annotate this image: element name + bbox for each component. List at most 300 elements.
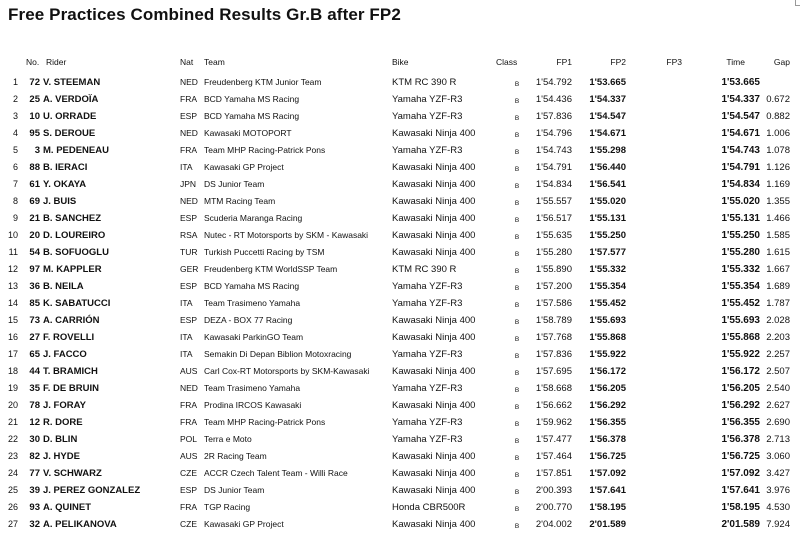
cell-cls: B bbox=[514, 251, 520, 258]
cell-fp1: 1'54.436 bbox=[535, 94, 572, 105]
cell-cls: B bbox=[514, 149, 520, 156]
cell-no: 12 bbox=[29, 417, 40, 428]
cell-team: Team MHP Racing-Patrick Pons bbox=[204, 145, 326, 155]
cell-fp1: 1'58.668 bbox=[535, 383, 572, 394]
cell-nat: ITA bbox=[180, 162, 193, 172]
cell-team: Kawasaki MOTOPORT bbox=[204, 128, 292, 138]
cell-cls: B bbox=[514, 404, 520, 411]
cell-bike: Yamaha YZF-R3 bbox=[392, 298, 463, 309]
cell-team: Kawasaki GP Project bbox=[204, 162, 284, 172]
cell-nat: NED bbox=[180, 77, 198, 87]
cell-nat: ESP bbox=[180, 281, 198, 291]
cell-gap: 1.667 bbox=[766, 264, 790, 275]
cell-time: 1'55.131 bbox=[721, 213, 760, 224]
cell-fp1: 1'59.962 bbox=[535, 417, 572, 428]
cell-cls: B bbox=[514, 319, 520, 326]
cell-fp2: 1'55.131 bbox=[589, 213, 626, 224]
table-row bbox=[0, 414, 800, 431]
cell-fp2: 1'55.452 bbox=[589, 298, 626, 309]
cell-no: 65 bbox=[29, 349, 40, 360]
cell-no: 82 bbox=[29, 451, 40, 462]
cell-fp1: 1'56.662 bbox=[535, 400, 572, 411]
cell-team: Team MHP Racing-Patrick Pons bbox=[204, 417, 326, 427]
cell-cls: B bbox=[514, 353, 520, 360]
cell-time: 1'55.693 bbox=[721, 315, 760, 326]
cell-fp2: 2'01.589 bbox=[589, 519, 626, 530]
cell-cls: B bbox=[514, 166, 520, 173]
cell-fp1: 1'54.743 bbox=[535, 145, 572, 156]
cell-cls: B bbox=[514, 234, 520, 241]
cell-fp1: 1'54.834 bbox=[535, 179, 572, 190]
cell-cls: B bbox=[514, 489, 520, 496]
cell-bike: KTM RC 390 R bbox=[392, 77, 457, 88]
cell-nat: FRA bbox=[180, 145, 197, 155]
cell-gap: 1.585 bbox=[766, 230, 790, 241]
cell-nat: TUR bbox=[180, 247, 198, 257]
cell-fp2: 1'55.250 bbox=[589, 230, 626, 241]
cell-rider: J. PEREZ GONZALEZ bbox=[43, 485, 141, 496]
cell-no: 95 bbox=[29, 128, 40, 139]
table-row bbox=[0, 227, 800, 244]
cell-pos: 7 bbox=[12, 179, 18, 189]
header-nat: Nat bbox=[180, 57, 194, 67]
cell-cls: B bbox=[514, 523, 520, 530]
cell-fp2: 1'55.922 bbox=[589, 349, 626, 360]
cell-fp1: 1'55.635 bbox=[535, 230, 572, 241]
cell-no: 77 bbox=[29, 468, 40, 479]
cell-cls: B bbox=[514, 370, 520, 377]
cell-no: 97 bbox=[29, 264, 40, 275]
cell-cls: B bbox=[514, 115, 520, 122]
cell-team: Carl Cox-RT Motorsports by SKM-Kawasaki bbox=[204, 366, 370, 376]
cell-time: 1'54.671 bbox=[721, 128, 760, 139]
header-rider: Rider bbox=[46, 57, 67, 67]
cell-gap: 2.690 bbox=[766, 417, 790, 428]
cell-rider: A. QUINET bbox=[43, 502, 92, 513]
header-fp2: FP2 bbox=[610, 57, 626, 67]
cell-rider: B. SANCHEZ bbox=[43, 213, 102, 224]
cell-time: 1'54.547 bbox=[721, 111, 760, 122]
cell-time: 2'01.589 bbox=[721, 519, 760, 530]
cell-fp2: 1'57.641 bbox=[589, 485, 626, 496]
table-row bbox=[0, 74, 800, 91]
cell-nat: FRA bbox=[180, 502, 197, 512]
cell-rider: D. BLIN bbox=[43, 434, 78, 445]
cell-pos: 14 bbox=[7, 298, 18, 308]
cell-gap: 3.427 bbox=[766, 468, 790, 479]
cell-bike: Kawasaki Ninja 400 bbox=[392, 315, 476, 326]
cell-bike: Kawasaki Ninja 400 bbox=[392, 179, 476, 190]
cell-team: Prodina IRCOS Kawasaki bbox=[204, 400, 302, 410]
cell-bike: Kawasaki Ninja 400 bbox=[392, 247, 476, 258]
cell-pos: 5 bbox=[12, 145, 18, 155]
cell-fp1: 1'57.200 bbox=[535, 281, 572, 292]
cell-gap: 2.540 bbox=[766, 383, 790, 394]
cell-pos: 22 bbox=[7, 434, 18, 444]
cell-nat: FRA bbox=[180, 417, 197, 427]
cell-no: 36 bbox=[29, 281, 40, 292]
cell-pos: 10 bbox=[7, 230, 18, 240]
cell-bike: Yamaha YZF-R3 bbox=[392, 434, 463, 445]
cell-nat: NED bbox=[180, 128, 198, 138]
cell-pos: 11 bbox=[8, 247, 18, 257]
cell-fp1: 1'55.280 bbox=[535, 247, 572, 258]
cell-pos: 12 bbox=[7, 264, 18, 274]
cell-time: 1'56.725 bbox=[721, 451, 760, 462]
cell-gap: 1.355 bbox=[766, 196, 790, 207]
table-row bbox=[0, 363, 800, 380]
cell-nat: ESP bbox=[180, 213, 198, 223]
table-row bbox=[0, 516, 800, 533]
cell-bike: Kawasaki Ninja 400 bbox=[392, 128, 476, 139]
cell-cls: B bbox=[514, 132, 520, 139]
cell-nat: GER bbox=[180, 264, 199, 274]
results-table bbox=[0, 74, 800, 533]
cell-nat: CZE bbox=[180, 519, 197, 529]
cell-fp1: 1'55.557 bbox=[535, 196, 572, 207]
cell-cls: B bbox=[514, 268, 520, 275]
cell-time: 1'54.337 bbox=[721, 94, 760, 105]
cell-fp2: 1'55.693 bbox=[589, 315, 626, 326]
cell-team: BCD Yamaha MS Racing bbox=[204, 111, 300, 121]
corner-mark bbox=[795, 0, 800, 6]
cell-team: MTM Racing Team bbox=[204, 196, 276, 206]
header-gap: Gap bbox=[773, 57, 790, 67]
cell-fp2: 1'55.868 bbox=[589, 332, 626, 343]
cell-rider: J. FORAY bbox=[43, 400, 86, 411]
cell-bike: Yamaha YZF-R3 bbox=[392, 383, 463, 394]
cell-nat: FRA bbox=[180, 400, 197, 410]
cell-nat: JPN bbox=[180, 179, 197, 189]
table-row bbox=[0, 176, 800, 193]
cell-team: Kawasaki GP Project bbox=[204, 519, 284, 529]
cell-time: 1'55.332 bbox=[721, 264, 760, 275]
cell-rider: U. ORRADE bbox=[43, 111, 97, 122]
cell-no: 32 bbox=[29, 519, 40, 530]
cell-pos: 15 bbox=[7, 315, 18, 325]
cell-team: Freudenberg KTM WorldSSP Team bbox=[204, 264, 338, 274]
cell-fp1: 1'57.586 bbox=[535, 298, 572, 309]
cell-nat: ITA bbox=[180, 332, 193, 342]
cell-no: 44 bbox=[29, 366, 40, 377]
cell-fp1: 1'57.851 bbox=[535, 468, 572, 479]
cell-cls: B bbox=[514, 455, 520, 462]
cell-no: 54 bbox=[29, 247, 40, 258]
cell-fp1: 1'54.791 bbox=[535, 162, 572, 173]
cell-cls: B bbox=[514, 421, 520, 428]
cell-rider: R. DORE bbox=[43, 417, 83, 428]
cell-gap: 2.203 bbox=[766, 332, 790, 343]
cell-bike: Kawasaki Ninja 400 bbox=[392, 451, 476, 462]
cell-pos: 21 bbox=[7, 417, 18, 427]
cell-no: 88 bbox=[29, 162, 40, 173]
cell-time: 1'54.743 bbox=[721, 145, 760, 156]
cell-fp2: 1'55.298 bbox=[589, 145, 626, 156]
cell-fp1: 1'57.695 bbox=[535, 366, 572, 377]
cell-team: BCD Yamaha MS Racing bbox=[204, 94, 300, 104]
cell-pos: 3 bbox=[12, 111, 18, 121]
cell-no: 85 bbox=[29, 298, 40, 309]
cell-pos: 19 bbox=[7, 383, 18, 393]
cell-bike: Kawasaki Ninja 400 bbox=[392, 400, 476, 411]
cell-gap: 4.530 bbox=[766, 502, 790, 513]
cell-team: Team Trasimeno Yamaha bbox=[204, 298, 301, 308]
cell-no: 30 bbox=[29, 434, 40, 445]
cell-rider: S. DEROUE bbox=[43, 128, 96, 139]
cell-fp2: 1'54.671 bbox=[589, 128, 626, 139]
cell-rider: Y. OKAYA bbox=[43, 179, 87, 190]
cell-bike: Kawasaki Ninja 400 bbox=[392, 366, 476, 377]
header-no: No. bbox=[26, 57, 40, 67]
cell-no: 61 bbox=[29, 179, 40, 190]
cell-fp1: 1'57.464 bbox=[535, 451, 572, 462]
cell-bike: Yamaha YZF-R3 bbox=[392, 145, 463, 156]
cell-cls: B bbox=[514, 438, 520, 445]
cell-rider: J. BUIS bbox=[43, 196, 77, 207]
cell-gap: 1.689 bbox=[766, 281, 790, 292]
cell-time: 1'55.280 bbox=[721, 247, 760, 258]
cell-rider: B. IERACI bbox=[43, 162, 88, 173]
cell-time: 1'55.868 bbox=[721, 332, 760, 343]
cell-no: 20 bbox=[29, 230, 40, 241]
cell-cls: B bbox=[514, 285, 520, 292]
cell-bike: Honda CBR500R bbox=[392, 502, 466, 513]
cell-fp1: 1'57.768 bbox=[535, 332, 572, 343]
cell-nat: ESP bbox=[180, 315, 198, 325]
header-fp1: FP1 bbox=[556, 57, 572, 67]
cell-no: 3 bbox=[34, 145, 40, 156]
cell-fp1: 1'58.789 bbox=[535, 315, 572, 326]
cell-fp1: 1'57.836 bbox=[535, 111, 572, 122]
cell-fp2: 1'54.337 bbox=[589, 94, 626, 105]
cell-rider: J. HYDE bbox=[43, 451, 80, 462]
cell-rider: V. STEEMAN bbox=[43, 77, 101, 88]
cell-bike: Kawasaki Ninja 400 bbox=[392, 213, 476, 224]
cell-team: BCD Yamaha MS Racing bbox=[204, 281, 300, 291]
cell-team: Turkish Puccetti Racing by TSM bbox=[204, 247, 325, 257]
cell-fp2: 1'56.172 bbox=[589, 366, 626, 377]
cell-cls: B bbox=[514, 98, 520, 105]
cell-gap: 1.078 bbox=[766, 145, 790, 156]
cell-pos: 16 bbox=[7, 332, 18, 342]
cell-fp1: 1'54.796 bbox=[535, 128, 572, 139]
cell-time: 1'54.791 bbox=[721, 162, 760, 173]
cell-fp2: 1'56.725 bbox=[589, 451, 626, 462]
table-row bbox=[0, 346, 800, 363]
cell-fp2: 1'56.292 bbox=[589, 400, 626, 411]
cell-time: 1'55.922 bbox=[721, 349, 760, 360]
table-row bbox=[0, 278, 800, 295]
cell-team: TGP Racing bbox=[204, 502, 251, 512]
cell-nat: AUS bbox=[180, 451, 198, 461]
table-row bbox=[0, 380, 800, 397]
cell-team: DEZA - BOX 77 Racing bbox=[204, 315, 293, 325]
cell-gap: 3.060 bbox=[766, 451, 790, 462]
cell-fp1: 1'55.890 bbox=[535, 264, 572, 275]
cell-fp2: 1'57.092 bbox=[589, 468, 626, 479]
cell-fp1: 1'57.477 bbox=[535, 434, 572, 445]
cell-rider: F. ROVELLI bbox=[43, 332, 95, 343]
cell-time: 1'58.195 bbox=[721, 502, 760, 513]
cell-bike: Kawasaki Ninja 400 bbox=[392, 468, 476, 479]
cell-time: 1'55.250 bbox=[721, 230, 760, 241]
cell-pos: 25 bbox=[7, 485, 18, 495]
cell-time: 1'57.641 bbox=[721, 485, 760, 496]
cell-pos: 13 bbox=[7, 281, 18, 291]
table-row bbox=[0, 397, 800, 414]
cell-fp1: 2'04.002 bbox=[535, 519, 572, 530]
cell-rider: B. NEILA bbox=[43, 281, 84, 292]
header-time: Time bbox=[726, 57, 745, 67]
cell-pos: 24 bbox=[7, 468, 18, 478]
cell-gap: 3.976 bbox=[766, 485, 790, 496]
cell-bike: Yamaha YZF-R3 bbox=[392, 349, 463, 360]
cell-team: 2R Racing Team bbox=[204, 451, 267, 461]
cell-team: Scuderia Maranga Racing bbox=[204, 213, 303, 223]
cell-gap: 0.672 bbox=[766, 94, 790, 105]
cell-gap: 2.028 bbox=[766, 315, 790, 326]
cell-no: 25 bbox=[29, 94, 40, 105]
header-fp3: FP3 bbox=[666, 57, 682, 67]
cell-rider: A. VERDOÏA bbox=[43, 94, 99, 105]
cell-time: 1'56.172 bbox=[721, 366, 760, 377]
table-row bbox=[0, 329, 800, 346]
cell-cls: B bbox=[514, 81, 520, 88]
cell-rider: B. SOFUOGLU bbox=[43, 247, 109, 258]
cell-cls: B bbox=[514, 302, 520, 309]
cell-bike: Kawasaki Ninja 400 bbox=[392, 519, 476, 530]
table-row bbox=[0, 312, 800, 329]
cell-gap: 2.627 bbox=[766, 400, 790, 411]
cell-no: 35 bbox=[29, 383, 40, 394]
cell-fp2: 1'56.378 bbox=[589, 434, 626, 445]
cell-fp2: 1'55.020 bbox=[589, 196, 626, 207]
cell-pos: 4 bbox=[12, 128, 18, 138]
cell-time: 1'54.834 bbox=[721, 179, 760, 190]
cell-team: Kawasaki ParkinGO Team bbox=[204, 332, 304, 342]
table-row bbox=[0, 261, 800, 278]
header-class: Class bbox=[496, 57, 518, 67]
cell-gap: 2.257 bbox=[766, 349, 790, 360]
cell-bike: Yamaha YZF-R3 bbox=[392, 111, 463, 122]
cell-fp2: 1'56.440 bbox=[589, 162, 626, 173]
cell-nat: AUS bbox=[180, 366, 198, 376]
cell-team: DS Junior Team bbox=[204, 485, 265, 495]
cell-fp1: 1'57.836 bbox=[535, 349, 572, 360]
cell-cls: B bbox=[514, 183, 520, 190]
cell-nat: NED bbox=[180, 196, 198, 206]
table-row bbox=[0, 244, 800, 261]
cell-cls: B bbox=[514, 336, 520, 343]
cell-pos: 1 bbox=[12, 77, 18, 87]
cell-bike: Kawasaki Ninja 400 bbox=[392, 485, 476, 496]
table-row bbox=[0, 142, 800, 159]
cell-nat: RSA bbox=[180, 230, 198, 240]
table-row bbox=[0, 431, 800, 448]
cell-rider: M. PEDENEAU bbox=[43, 145, 109, 156]
cell-rider: D. LOUREIRO bbox=[43, 230, 106, 241]
header-bike: Bike bbox=[392, 57, 409, 67]
cell-time: 1'56.292 bbox=[721, 400, 760, 411]
cell-no: 69 bbox=[29, 196, 40, 207]
cell-gap: 1.006 bbox=[766, 128, 790, 139]
cell-fp1: 2'00.393 bbox=[535, 485, 572, 496]
cell-rider: J. FACCO bbox=[43, 349, 87, 360]
cell-cls: B bbox=[514, 472, 520, 479]
table-row bbox=[0, 193, 800, 210]
page-title: Free Practices Combined Results Gr.B after FP2 bbox=[8, 5, 401, 24]
cell-no: 72 bbox=[29, 77, 40, 88]
cell-time: 1'56.378 bbox=[721, 434, 760, 445]
cell-bike: Kawasaki Ninja 400 bbox=[392, 162, 476, 173]
cell-rider: A. CARRIÓN bbox=[43, 315, 100, 326]
cell-nat: ITA bbox=[180, 349, 193, 359]
cell-gap: 1.787 bbox=[766, 298, 790, 309]
cell-team: Terra e Moto bbox=[204, 434, 252, 444]
cell-time: 1'56.355 bbox=[721, 417, 760, 428]
cell-gap: 1.169 bbox=[766, 179, 790, 190]
cell-nat: ESP bbox=[180, 111, 198, 121]
cell-cls: B bbox=[514, 387, 520, 394]
cell-fp2: 1'56.541 bbox=[589, 179, 626, 190]
cell-time: 1'53.665 bbox=[721, 77, 760, 88]
cell-nat: NED bbox=[180, 383, 198, 393]
table-row bbox=[0, 125, 800, 142]
table-row bbox=[0, 295, 800, 312]
cell-no: 21 bbox=[29, 213, 40, 224]
cell-rider: A. PELIKANOVA bbox=[43, 519, 117, 530]
cell-pos: 18 bbox=[7, 366, 18, 376]
cell-fp2: 1'55.354 bbox=[589, 281, 626, 292]
cell-pos: 23 bbox=[7, 451, 18, 461]
cell-pos: 20 bbox=[7, 400, 18, 410]
cell-rider: T. BRAMICH bbox=[43, 366, 98, 377]
cell-time: 1'55.452 bbox=[721, 298, 760, 309]
cell-fp2: 1'56.205 bbox=[589, 383, 626, 394]
cell-no: 27 bbox=[29, 332, 40, 343]
cell-cls: B bbox=[514, 506, 520, 513]
cell-team: Semakin Di Depan Biblion Motoxracing bbox=[204, 349, 352, 359]
cell-team: DS Junior Team bbox=[204, 179, 265, 189]
cell-cls: B bbox=[514, 200, 520, 207]
table-header bbox=[0, 57, 800, 69]
cell-fp2: 1'56.355 bbox=[589, 417, 626, 428]
cell-team: ACCR Czech Talent Team - Willi Race bbox=[204, 468, 348, 478]
cell-gap: 1.466 bbox=[766, 213, 790, 224]
cell-pos: 9 bbox=[12, 213, 18, 223]
cell-nat: FRA bbox=[180, 94, 197, 104]
cell-fp2: 1'54.547 bbox=[589, 111, 626, 122]
cell-gap: 2.713 bbox=[766, 434, 790, 445]
cell-bike: Yamaha YZF-R3 bbox=[392, 94, 463, 105]
cell-bike: Kawasaki Ninja 400 bbox=[392, 332, 476, 343]
cell-gap: 1.126 bbox=[766, 162, 790, 173]
table-row bbox=[0, 482, 800, 499]
cell-no: 78 bbox=[29, 400, 40, 411]
cell-fp2: 1'58.195 bbox=[589, 502, 626, 513]
cell-team: Nutec - RT Motorsports by SKM - Kawasaki bbox=[204, 230, 369, 240]
cell-fp1: 1'56.517 bbox=[535, 213, 572, 224]
table-row bbox=[0, 499, 800, 516]
cell-gap: 1.615 bbox=[766, 247, 790, 258]
cell-nat: ITA bbox=[180, 298, 193, 308]
table-row bbox=[0, 465, 800, 482]
cell-pos: 8 bbox=[12, 196, 18, 206]
table-row bbox=[0, 159, 800, 176]
cell-fp2: 1'57.577 bbox=[589, 247, 626, 258]
cell-rider: F. DE BRUIN bbox=[43, 383, 99, 394]
cell-gap: 0.882 bbox=[766, 111, 790, 122]
